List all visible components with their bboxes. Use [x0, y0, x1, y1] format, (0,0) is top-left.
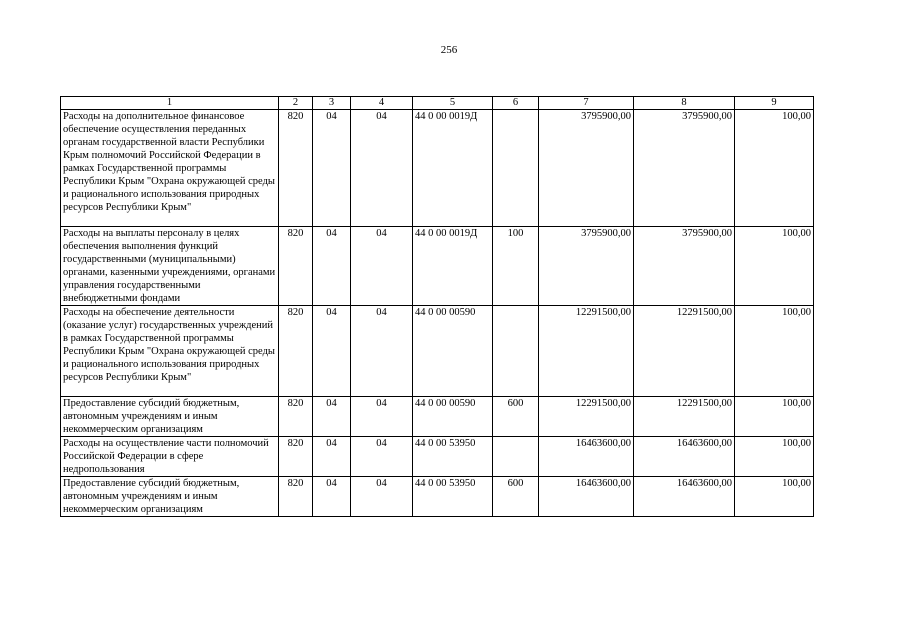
planned-amount: 12291500,00 — [539, 397, 634, 437]
section-code: 04 — [313, 477, 351, 517]
executed-amount: 3795900,00 — [634, 110, 735, 227]
ministry-code: 820 — [279, 397, 313, 437]
planned-amount: 16463600,00 — [539, 477, 634, 517]
expense-description: Расходы на выплаты персоналу в целях обеспечения выполнения функций государственными (муниципальными) органами, казенными учреждениями, органами управления государственными внебюджетными фондами — [61, 227, 279, 306]
table-row — [61, 227, 814, 306]
column-header: 3 — [313, 97, 351, 110]
ministry-code: 820 — [279, 227, 313, 306]
table-row — [61, 306, 814, 397]
execution-percent: 100,00 — [735, 437, 814, 477]
target-article-code: 44 0 00 0019Д — [413, 227, 493, 306]
execution-percent: 100,00 — [735, 306, 814, 397]
planned-amount: 16463600,00 — [539, 437, 634, 477]
execution-percent: 100,00 — [735, 227, 814, 306]
expense-type-code — [493, 306, 539, 397]
ministry-code: 820 — [279, 110, 313, 227]
expense-description: Предоставление субсидий бюджетным, автономным учреждениям и иным некоммерческим организациям — [61, 397, 279, 437]
table-row — [61, 110, 814, 227]
ministry-code: 820 — [279, 437, 313, 477]
section-code: 04 — [313, 437, 351, 477]
target-article-code: 44 0 00 0019Д — [413, 110, 493, 227]
expense-description: Предоставление субсидий бюджетным, автономным учреждениям и иным некоммерческим организациям — [61, 477, 279, 517]
executed-amount: 12291500,00 — [634, 397, 735, 437]
subsection-code: 04 — [351, 306, 413, 397]
planned-amount: 12291500,00 — [539, 306, 634, 397]
column-header: 6 — [493, 97, 539, 110]
target-article-code: 44 0 00 00590 — [413, 306, 493, 397]
expense-type-code — [493, 437, 539, 477]
expense-description: Расходы на обеспечение деятельности (оказание услуг) государственных учреждений в рамках Государственной программы Республики Крым "Охрана окружающей среды и рационального использования природных ресурсов Республики Крым" — [61, 306, 279, 397]
planned-amount: 3795900,00 — [539, 110, 634, 227]
page-number: 256 — [440, 44, 458, 56]
subsection-code: 04 — [351, 110, 413, 227]
target-article-code: 44 0 00 00590 — [413, 397, 493, 437]
expense-type-code: 600 — [493, 477, 539, 517]
target-article-code: 44 0 00 53950 — [413, 477, 493, 517]
execution-percent: 100,00 — [735, 477, 814, 517]
table-row — [61, 397, 814, 437]
executed-amount: 12291500,00 — [634, 306, 735, 397]
ministry-code: 820 — [279, 306, 313, 397]
column-header: 8 — [634, 97, 735, 110]
column-header: 9 — [735, 97, 814, 110]
table-header-row — [61, 97, 814, 110]
executed-amount: 3795900,00 — [634, 227, 735, 306]
section-code: 04 — [313, 397, 351, 437]
column-header: 5 — [413, 97, 493, 110]
target-article-code: 44 0 00 53950 — [413, 437, 493, 477]
subsection-code: 04 — [351, 437, 413, 477]
expense-type-code: 100 — [493, 227, 539, 306]
column-header: 4 — [351, 97, 413, 110]
planned-amount: 3795900,00 — [539, 227, 634, 306]
section-code: 04 — [313, 227, 351, 306]
expense-description: Расходы на осуществление части полномочий Российской Федерации в сфере недропользования — [61, 437, 279, 477]
column-header: 1 — [61, 97, 279, 110]
subsection-code: 04 — [351, 477, 413, 517]
execution-percent: 100,00 — [735, 397, 814, 437]
subsection-code: 04 — [351, 227, 413, 306]
ministry-code: 820 — [279, 477, 313, 517]
expense-type-code — [493, 110, 539, 227]
expense-type-code: 600 — [493, 397, 539, 437]
table-row — [61, 477, 814, 517]
executed-amount: 16463600,00 — [634, 437, 735, 477]
table-row — [61, 437, 814, 477]
column-header: 2 — [279, 97, 313, 110]
column-header: 7 — [539, 97, 634, 110]
subsection-code: 04 — [351, 397, 413, 437]
execution-percent: 100,00 — [735, 110, 814, 227]
expense-description: Расходы на дополнительное финансовое обеспечение осуществления переданных органам государственной власти Республики Крым полномочий Российской Федерации в рамках Государственной программы Республики Крым "Охрана окружающей среды и рационального использования природных ресурсов Республики Крым" — [61, 110, 279, 227]
section-code: 04 — [313, 110, 351, 227]
section-code: 04 — [313, 306, 351, 397]
budget-table — [60, 96, 814, 517]
executed-amount: 16463600,00 — [634, 477, 735, 517]
